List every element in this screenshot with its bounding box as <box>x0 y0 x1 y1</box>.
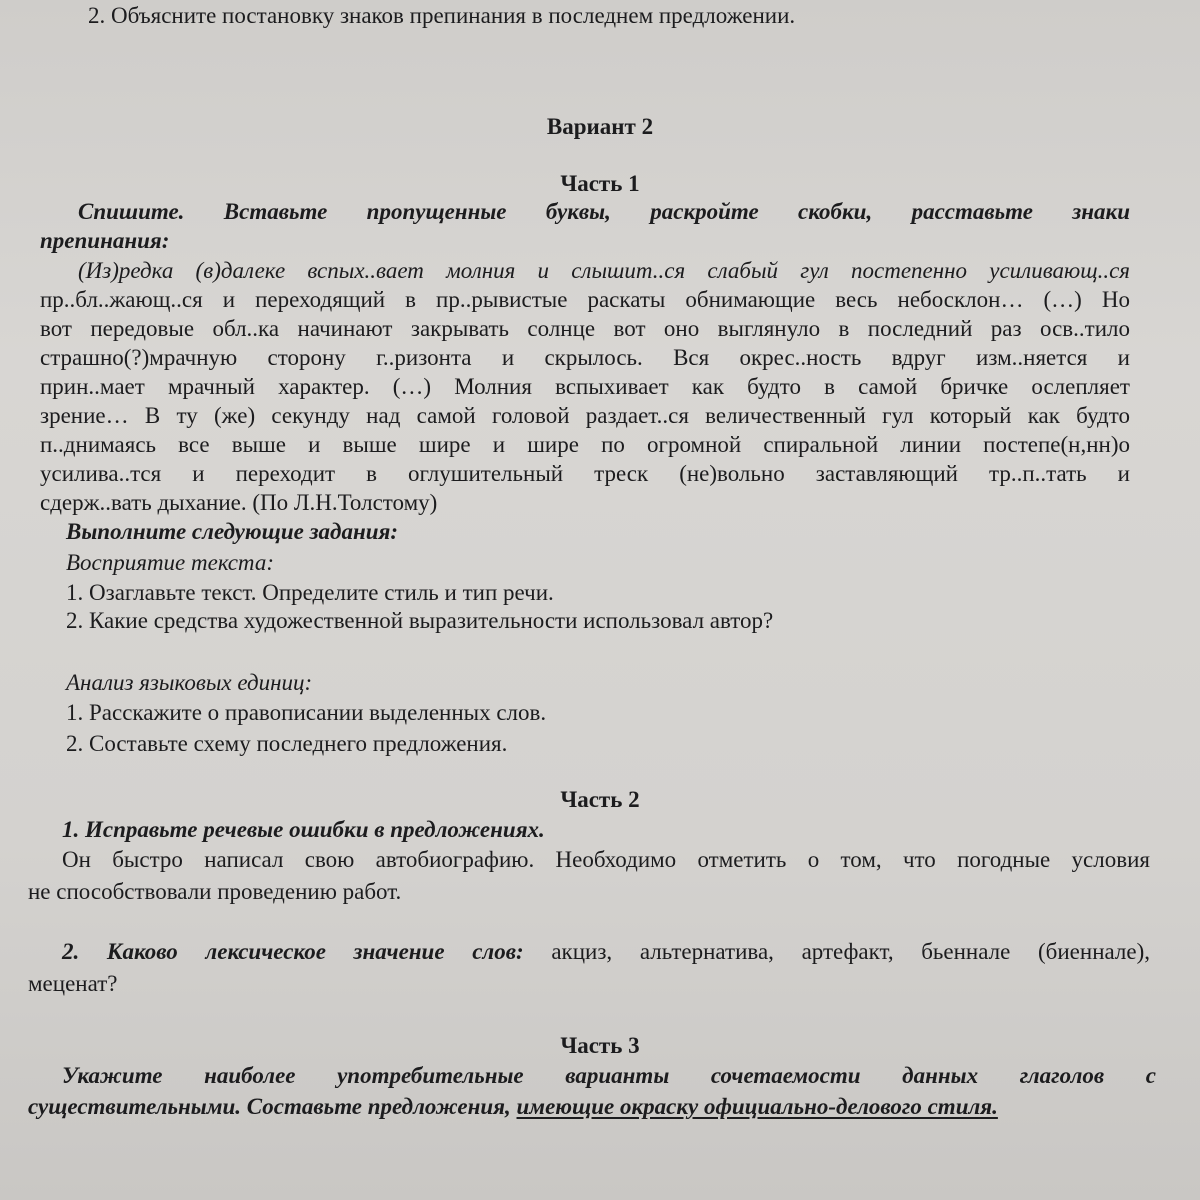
part2-task2-line <box>62 938 1150 966</box>
part2-task2-heading: 2. Каково лексическое значение слов: <box>62 939 524 964</box>
part1-title: Часть 1 <box>560 171 640 196</box>
part2-task1-text-cont: не способствовали проведению работ. <box>28 879 402 904</box>
part3-text: Укажите наиболее употребительные варианты сочетаемости данных глаголов с <box>62 1063 1156 1088</box>
previous-task-line: 2. Объясните постановку знаков препинания в последнем предложении. <box>88 3 796 28</box>
dictation-line: вот передовые обл..ка начинают закрывать солнце вот оно выглянуло в последний раз осв..тило <box>40 316 1130 341</box>
tasks-heading: Выполните следующие задания: <box>66 519 399 544</box>
part2-task1-heading: 1. Исправьте речевые ошибки в предложениях. <box>62 817 545 842</box>
part2-task1-text: Он быстро написал свою автобиографию. Необходимо отметить о том, что погодные условия <box>62 847 1150 872</box>
part1-instruction: Спишите. Вставьте пропущенные буквы, раскройте скобки, расставьте знаки <box>78 199 1130 224</box>
perception-item: 1. Озаглавьте текст. Определите стиль и тип речи. <box>66 580 554 605</box>
variant-title: Вариант 2 <box>546 114 654 139</box>
analysis-item: 2. Составьте схему последнего предложения. <box>66 731 508 756</box>
dictation-line: прин..мает мрачный характер. (…) Молния вспыхивает как будто в самой бричке ослепляет <box>40 374 1130 399</box>
dictation-line: п..днимаясь все выше и выше шире и шире по огромной спиральной линии постепе(н,нн)о <box>40 432 1130 457</box>
part1-instruction-cont: препинания: <box>40 228 170 253</box>
dictation-line: зрение… В ту (же) секунду над самой головой раздает..ся величественный гул который как будто <box>40 403 1130 428</box>
part3-title: Часть 3 <box>560 1033 640 1058</box>
perception-heading: Восприятие текста: <box>66 550 274 575</box>
dictation-line: сдерж..вать дыхание. (По Л.Н.Толстому) <box>40 490 438 515</box>
perception-item: 2. Какие средства художественной выразительности использовал автор? <box>66 608 774 633</box>
part3-underlined-phrase: имеющие окраску официально-делового стиля. <box>516 1094 998 1119</box>
analysis-heading: Анализ языковых единиц: <box>66 670 313 695</box>
analysis-item: 1. Расскажите о правописании выделенных слов. <box>66 700 547 725</box>
dictation-line: усилива..тся и переходит в оглушительный треск (не)вольно заставляющий тр..п..тать и <box>40 461 1130 486</box>
part3-text-cont: существительными. Составьте предложения, имеющие окраску официально-делового стиля. <box>28 1094 998 1119</box>
part2-task2-words-cont: меценат? <box>28 971 118 996</box>
dictation-line: страшно(?)мрачную сторону г..ризонта и скрылось. Вся окрес..ность вдруг изм..няется и <box>40 345 1130 370</box>
dictation-line: (Из)редка (в)далеке вспых..вает молния и слышит..ся слабый гул постепенно усиливающ..ся <box>78 258 1130 283</box>
part2-title: Часть 2 <box>560 787 640 812</box>
dictation-line: пр..бл..жающ..ся и переходящий в пр..рывистые раскаты обнимающие весь небосклон… (…) Но <box>40 287 1130 312</box>
part2-task2-words: акциз, альтернатива, артефакт, бьеннале (биеннале), <box>551 939 1151 964</box>
